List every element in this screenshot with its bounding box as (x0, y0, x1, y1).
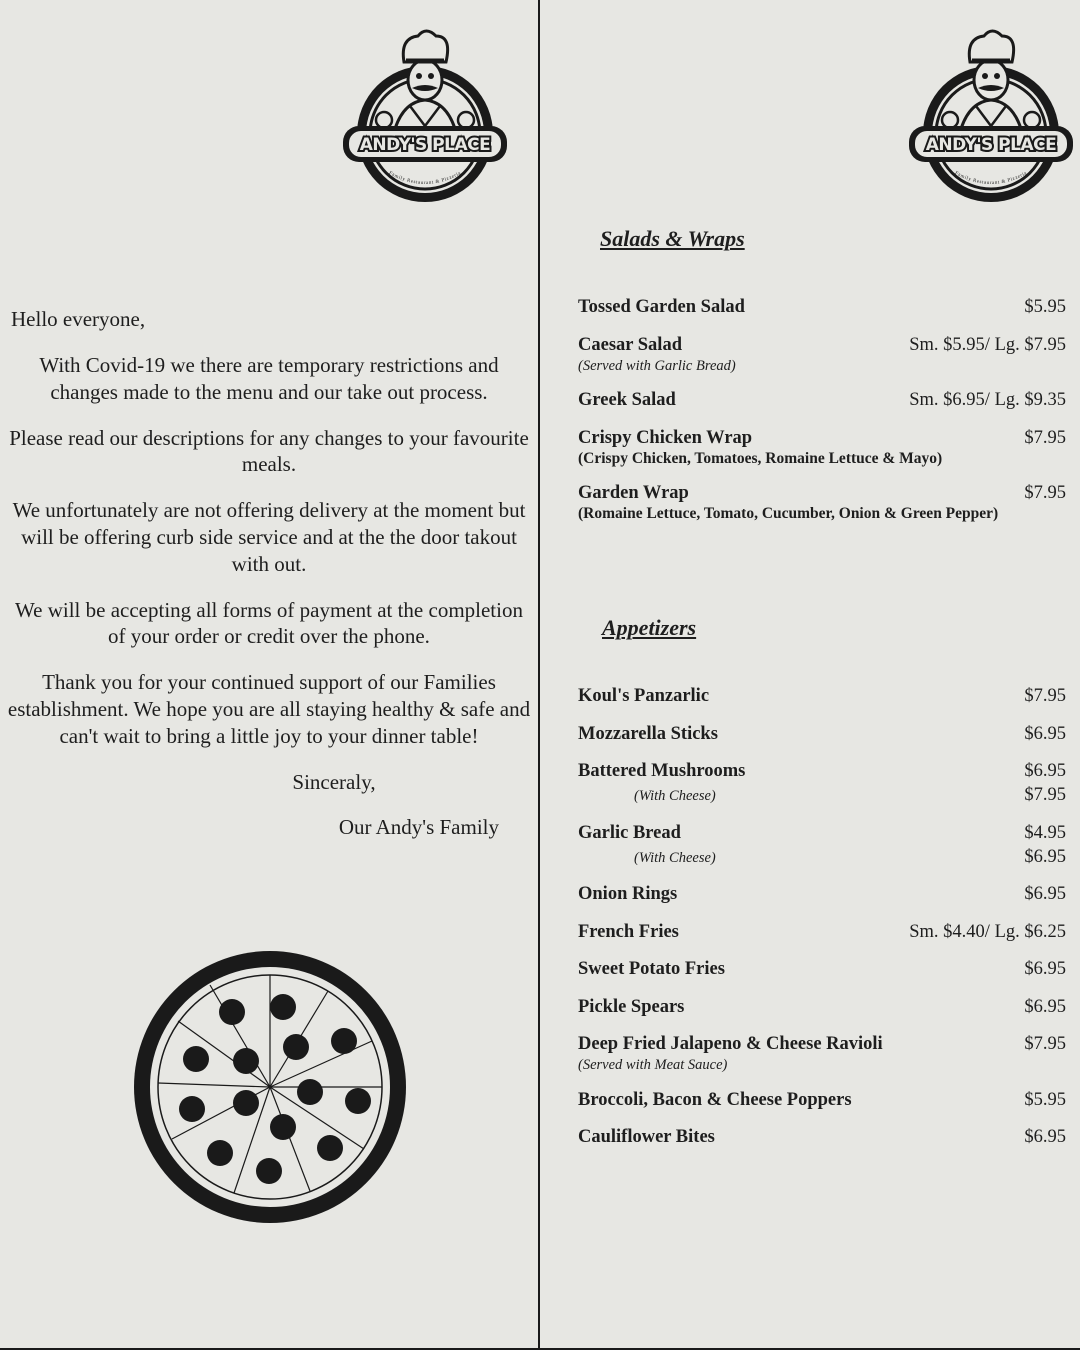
menu-item-row (578, 389, 1066, 412)
menu-item-row (578, 1089, 1066, 1112)
menu-item (578, 296, 1066, 319)
item-name: Cauliflower Bites (578, 1127, 715, 1147)
menu-item-row (578, 822, 1066, 845)
menu-item-row (578, 1126, 1066, 1149)
item-name: Onion Rings (578, 884, 678, 904)
letter-paragraph: With Covid-19 we there are temporary restrictions and changes made to the menu and our take out process. (39, 353, 499, 404)
menu-item (578, 482, 1066, 523)
menu-item (578, 723, 1066, 746)
item-name: Tossed Garden Salad (578, 297, 745, 317)
menu-item-row (578, 996, 1066, 1019)
item-price: $5.95 (1024, 297, 1066, 317)
menu-item (578, 822, 1066, 869)
menu-item-row (578, 296, 1066, 319)
item-price: $6.95 (1024, 959, 1066, 979)
item-name: Caesar Salad (578, 334, 682, 355)
item-price: $6.95 (1024, 996, 1066, 1017)
item-price: $6.95 (1024, 884, 1066, 904)
logo-left (340, 22, 510, 212)
logo-tagline: Family Restaurant & Pizzeria (387, 170, 463, 187)
item-name: Koul's Panzarlic (578, 686, 710, 706)
menu-item-row (578, 482, 1066, 505)
item-price: $4.95 (1024, 822, 1066, 843)
logo-wordmark: ANDY'S PLACE (925, 135, 1057, 155)
pizza-icon (132, 949, 408, 1225)
menu-item-row (578, 334, 1066, 357)
letter-paragraph: We unfortunately are not offering delivery at the moment but will be offering curb side service and at the the door takout with out. (12, 498, 526, 576)
menu-item-row (578, 723, 1066, 746)
item-price: $7.95 (1024, 686, 1066, 706)
item-name: Sweet Potato Fries (578, 959, 725, 979)
column-divider (538, 0, 540, 1350)
covid-letter (6, 306, 532, 860)
item-price: Sm. $6.95/ Lg. $9.35 (909, 390, 1066, 410)
item-price: Sm. $4.40/ Lg. $6.25 (909, 921, 1066, 942)
salads-list (578, 296, 1066, 538)
menu-item (578, 760, 1066, 807)
menu-item (578, 389, 1066, 412)
menu-item (578, 427, 1066, 468)
item-price: $5.95 (1024, 1089, 1066, 1110)
item-price: $6.95 (1024, 761, 1066, 781)
menu-item (578, 921, 1066, 944)
menu-item (578, 996, 1066, 1019)
logo-right (906, 22, 1076, 212)
item-price: $6.95 (1024, 1127, 1066, 1147)
menu-item-row (578, 1033, 1066, 1056)
menu-item (578, 685, 1066, 708)
menu-item-row (578, 883, 1066, 906)
item-name: Deep Fried Jalapeno & Cheese Ravioli (578, 1034, 883, 1054)
item-option: (With Cheese) (634, 849, 716, 866)
menu-item-row (578, 427, 1066, 450)
letter-paragraph: Please read our descriptions for any changes to your favourite meals. (9, 425, 529, 477)
item-option: (With Cheese) (634, 788, 716, 804)
menu-item-row (578, 685, 1066, 708)
letter-signature: Our Andy's Family (338, 815, 499, 840)
item-name: Garden Wrap (578, 483, 689, 503)
item-name: Mozzarella Sticks (578, 723, 718, 744)
menu-item (578, 1033, 1066, 1074)
item-price: $6.95 (1024, 723, 1066, 744)
letter-paragraph: We will be accepting all forms of payment at the completion of your order or credit over the phone. (15, 597, 523, 649)
section-title-appetizers: Appetizers (602, 615, 697, 640)
menu-item (578, 334, 1066, 375)
item-option-row (578, 845, 1066, 869)
item-price: Sm. $5.95/ Lg. $7.95 (909, 334, 1066, 355)
menu-item (578, 883, 1066, 906)
section-title-salads: Salads & Wraps (600, 226, 745, 251)
item-note: (Served with Garlic Bread) (578, 357, 736, 374)
menu-item (578, 1089, 1066, 1112)
item-price: $7.95 (1024, 483, 1066, 503)
menu-item-row (578, 958, 1066, 981)
item-note: (Served with Meat Sauce) (578, 1057, 728, 1073)
item-price: $7.95 (1024, 427, 1066, 448)
logo-wordmark: ANDY'S PLACE (359, 135, 491, 155)
item-name: Greek Salad (578, 390, 676, 410)
item-name: Pickle Spears (578, 996, 685, 1017)
letter-signoff: Sinceraly, (292, 769, 376, 794)
item-option-row (578, 783, 1066, 807)
menu-item (578, 1126, 1066, 1149)
item-name: Battered Mushrooms (578, 761, 746, 781)
menu-item (578, 958, 1066, 981)
item-option-price: $7.95 (1024, 785, 1066, 805)
item-name: Crispy Chicken Wrap (578, 427, 753, 448)
item-name: Garlic Bread (578, 822, 681, 843)
item-description: (Crispy Chicken, Tomatoes, Romaine Lettuce & Mayo) (578, 449, 943, 467)
item-name: French Fries (578, 921, 679, 942)
appetizers-list (578, 685, 1066, 1164)
letter-paragraph: Thank you for your continued support of our Families establishment. We hope you are all staying healthy & safe and can't wait to bring a little joy to your dinner table! (7, 670, 531, 748)
letter-greeting: Hello everyone, (11, 307, 146, 331)
item-description: (Romaine Lettuce, Tomato, Cucumber, Onion & Green Pepper) (578, 505, 999, 522)
item-price: $7.95 (1024, 1034, 1066, 1054)
logo-tagline: Family Restaurant & Pizzeria (953, 170, 1029, 187)
menu-item-row (578, 760, 1066, 783)
item-option-price: $6.95 (1024, 846, 1066, 867)
menu-item-row (578, 921, 1066, 944)
item-name: Broccoli, Bacon & Cheese Poppers (578, 1089, 852, 1110)
